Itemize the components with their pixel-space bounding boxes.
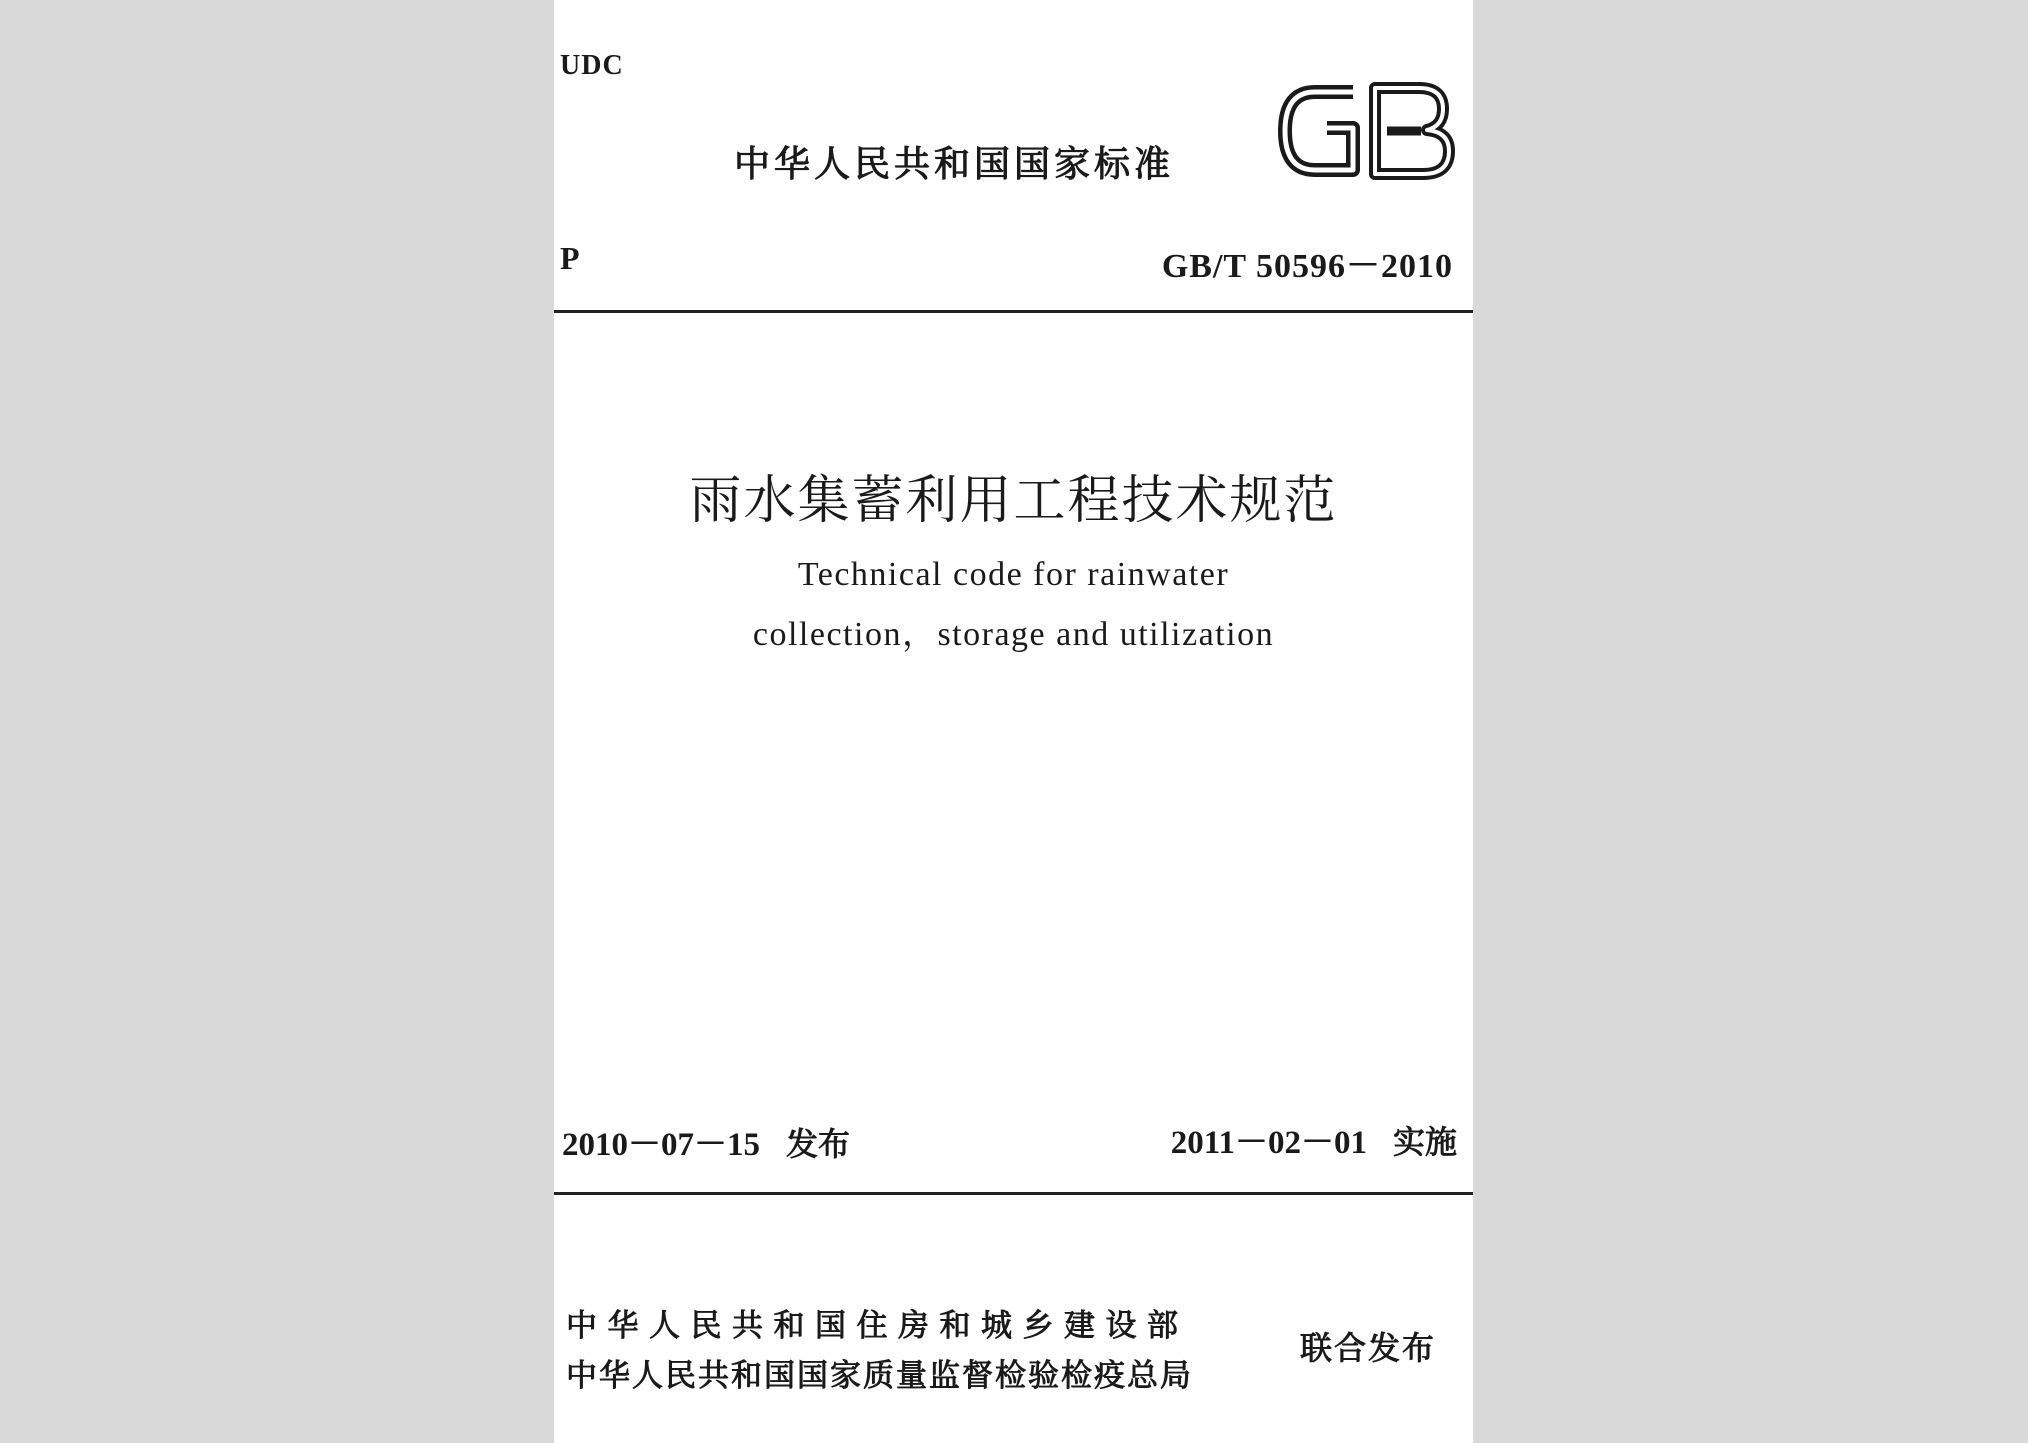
bottom-divider bbox=[554, 1192, 1473, 1195]
effective-date-value: 2011－02－01 bbox=[1170, 1125, 1367, 1161]
gb-logo-icon bbox=[1275, 78, 1457, 184]
udc-label: UDC bbox=[560, 50, 624, 81]
issue-date-value: 2010－07－15 bbox=[562, 1127, 760, 1163]
issuer-ministry-housing: 中华人民共和国住房和城乡建设部 bbox=[566, 1308, 1189, 1344]
effective-label: 实施 bbox=[1392, 1123, 1457, 1161]
issue-label: 发布 bbox=[786, 1125, 851, 1163]
joint-issue-label: 联合发布 bbox=[1300, 1329, 1437, 1367]
issuer-quality-supervision: 中华人民共和国国家质量监督检验检疫总局 bbox=[566, 1358, 1193, 1394]
top-divider bbox=[554, 310, 1473, 313]
category-code: P bbox=[560, 240, 580, 276]
national-standard-heading: 中华人民共和国国家标准 bbox=[734, 144, 1175, 185]
effective-date bbox=[1171, 1116, 1457, 1163]
title-english-line2: collection，storage and utilization bbox=[752, 616, 1275, 653]
issue-date bbox=[562, 1118, 850, 1165]
title-chinese: 雨水集蓄利用工程技术规范 bbox=[689, 471, 1338, 531]
standard-number: GB/T 50596－2010 bbox=[1161, 248, 1453, 285]
title-english-line1: Technical code for rainwater bbox=[797, 556, 1230, 593]
standard-cover-page bbox=[554, 0, 1473, 1443]
